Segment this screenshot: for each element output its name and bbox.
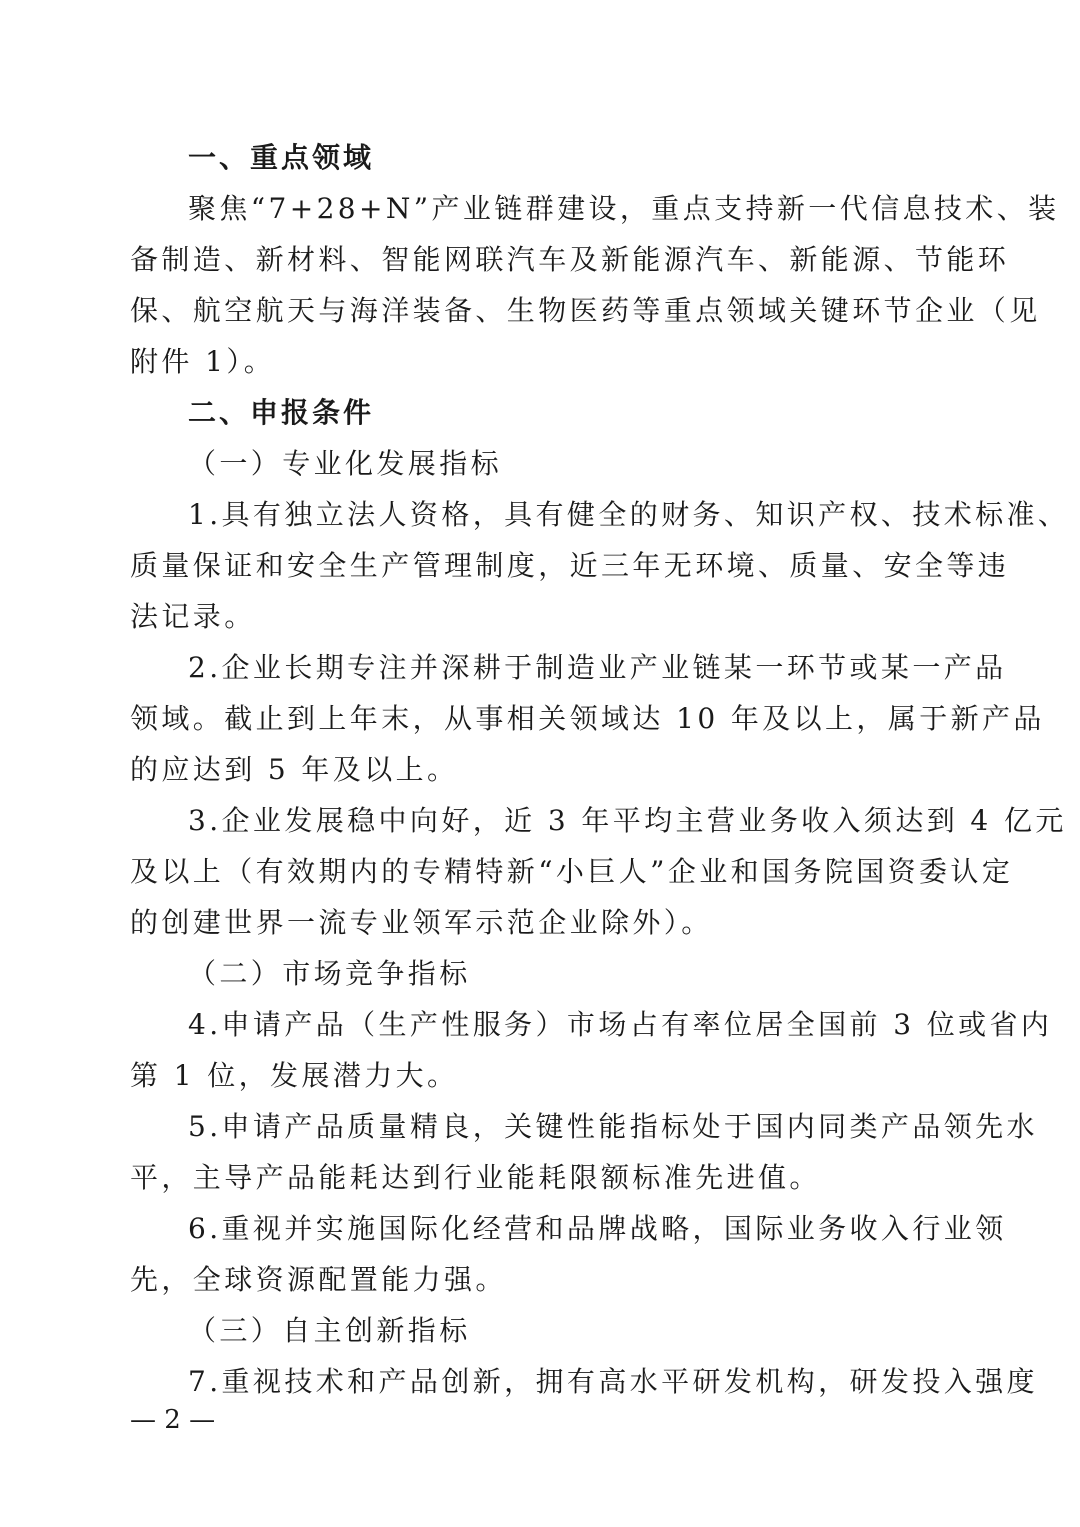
subsection-heading-innovation: （三）自主创新指标 xyxy=(188,1314,471,1347)
paragraph-line: 备制造、新材料、智能网联汽车及新能源汽车、新能源、节能环 xyxy=(130,243,1010,276)
subsection-heading-specialization: （一）专业化发展指标 xyxy=(188,447,503,480)
document-page xyxy=(130,132,1070,1407)
paragraph-line: 2.企业长期专注并深耕于制造业产业链某一环节或某一产品 xyxy=(188,651,1007,684)
paragraph-line: 第 1 位，发展潜力大。 xyxy=(130,1059,459,1092)
paragraph-line: 平，主导产品能耗达到行业能耗限额标准先进值。 xyxy=(130,1161,821,1194)
paragraph-line: 附件 1）。 xyxy=(130,345,276,378)
paragraph-line: 5.申请产品质量精良，关键性能指标处于国内同类产品领先水 xyxy=(188,1110,1038,1143)
section-heading-conditions: 二、申报条件 xyxy=(188,396,375,429)
paragraph-line: 6.重视并实施国际化经营和品牌战略，国际业务收入行业领 xyxy=(188,1212,1007,1245)
paragraph-line: 先，全球资源配置能力强。 xyxy=(130,1263,507,1296)
paragraph-line: 7.重视技术和产品创新，拥有高水平研发机构，研发投入强度 xyxy=(188,1365,1038,1398)
paragraph-line: 领域。截止到上年末，从事相关领域达 10 年及以上，属于新产品 xyxy=(130,702,1045,735)
paragraph-line: 3.企业发展稳中向好，近 3 年平均主营业务收入须达到 4 亿元 xyxy=(188,804,1067,837)
paragraph-line: 的应达到 5 年及以上。 xyxy=(130,753,459,786)
paragraph-line: 质量保证和安全生产管理制度，近三年无环境、质量、安全等违 xyxy=(130,549,1010,582)
paragraph-line: 及以上（有效期内的专精特新“小巨人”企业和国务院国资委认定 xyxy=(130,855,1014,888)
section-heading-key-areas: 一、重点领域 xyxy=(188,141,375,174)
subsection-heading-market: （二）市场竞争指标 xyxy=(188,957,471,990)
paragraph-line: 保、航空航天与海洋装备、生物医药等重点领域关键环节企业（见 xyxy=(130,294,1041,327)
paragraph-line: 1.具有独立法人资格，具有健全的财务、知识产权、技术标准、 xyxy=(188,498,1070,531)
page-number: — 2 — xyxy=(130,1405,216,1435)
paragraph-line: 法记录。 xyxy=(130,600,256,633)
paragraph-line: 聚焦“7+28+N”产业链群建设，重点支持新一代信息技术、装 xyxy=(188,192,1060,225)
paragraph-line: 4.申请产品（生产性服务）市场占有率位居全国前 3 位或省内 xyxy=(188,1008,1053,1041)
paragraph-line: 的创建世界一流专业领军示范企业除外）。 xyxy=(130,906,713,939)
